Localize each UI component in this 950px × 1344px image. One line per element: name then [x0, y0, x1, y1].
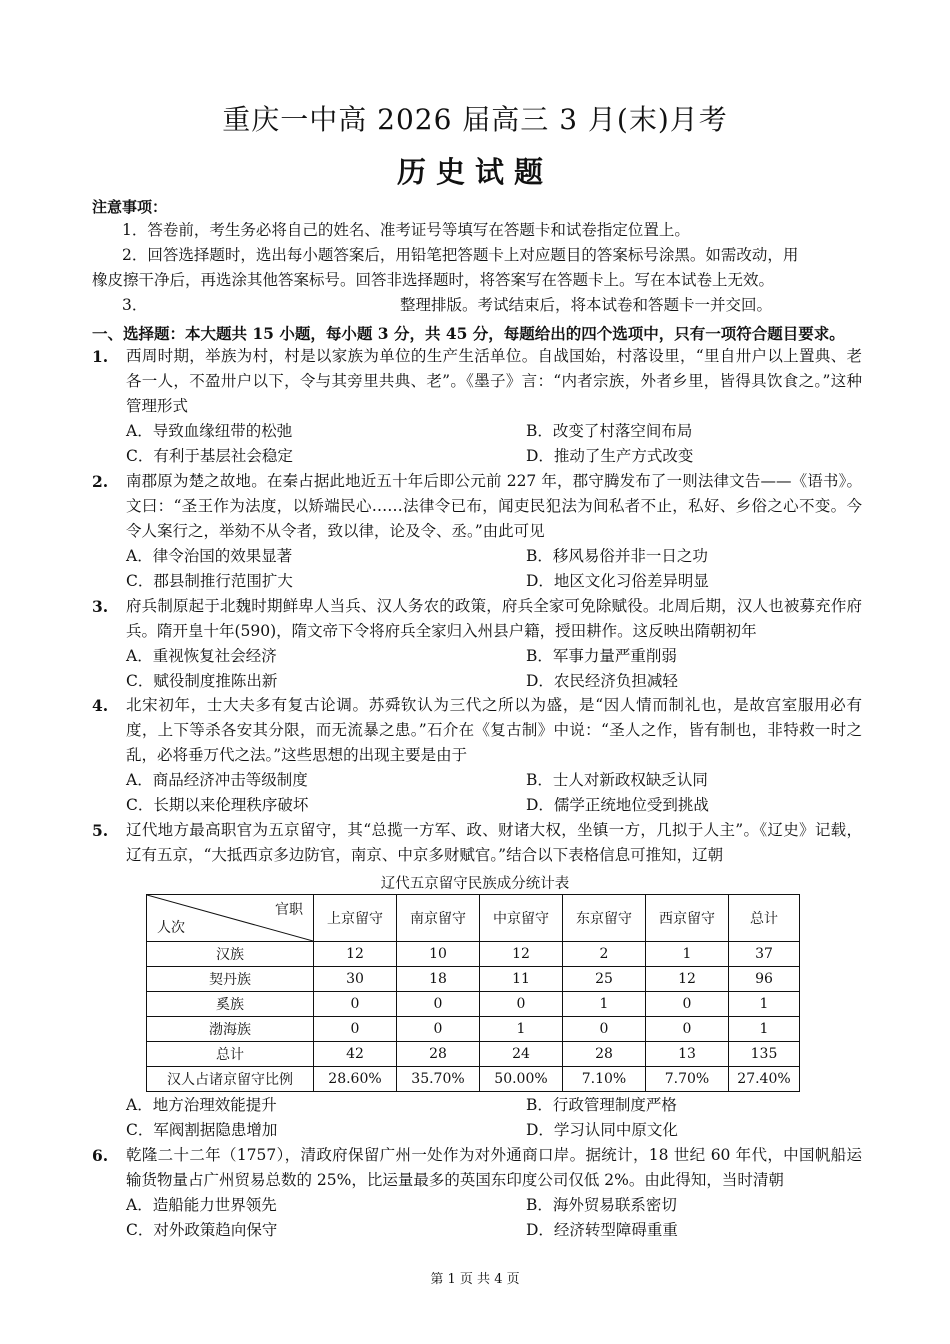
option-b[interactable]: B．海外贸易联系密切: [526, 1196, 677, 1214]
question-number: 2.: [92, 472, 109, 491]
question-number: 6.: [92, 1146, 109, 1165]
row-label: 渤海族: [147, 1017, 314, 1042]
table-cell: 28: [397, 1042, 480, 1067]
question-text: 南郡原为楚之故地。在秦占据此地近五十年后即公元前 227 年，郡守腾发布了一则法律文告——《语书》。文曰：“圣王作为法度，以矫端民心……法律令已布，闻吏民犯法为间私者不止，私好、乡俗之心不变。今令人案行之，举劾不从令者，致以律，论及令、丞。”由此可见: [126, 472, 862, 540]
table-cell: 12: [480, 942, 563, 967]
option-c[interactable]: C．长期以来伦理秩序破坏: [126, 796, 309, 814]
table-caption: 辽代五京留守民族成分统计表: [380, 876, 570, 892]
table-row: [147, 1067, 800, 1092]
table-cell: 0: [480, 992, 563, 1017]
table-cell: 27.40%: [729, 1067, 800, 1092]
row-label: 汉族: [147, 942, 314, 967]
row-label: 契丹族: [147, 967, 314, 992]
question-text: 辽代地方最高职官为五京留守，其“总揽一方军、政、财诸大权，坐镇一方，几拟于人主”。《辽史》记载，辽有五京，“大抵西京多边防官，南京、中京多财赋官。”结合以下表格信息可推知，辽朝: [126, 821, 862, 864]
option-a[interactable]: A．导致血缘纽带的松弛: [126, 422, 293, 440]
table-cell: 1: [480, 1017, 563, 1042]
exam-subtitle: 历史试题: [396, 155, 553, 189]
table-cell: 50.00%: [480, 1067, 563, 1092]
table-cell: 12: [314, 942, 397, 967]
question-number: 1.: [92, 347, 109, 366]
table-cell: 30: [314, 967, 397, 992]
row-label: 汉人占诸京留守比例: [147, 1067, 314, 1092]
row-label: 奚族: [147, 992, 314, 1017]
column-header: 上京留守: [314, 895, 397, 942]
table-cell: 10: [397, 942, 480, 967]
section-heading: 一、选择题：本大题共 15 小题，每小题 3 分，共 45 分，每题给出的四个选项中，只有一项符合题目要求。: [92, 324, 845, 343]
option-b[interactable]: B．行政管理制度严格: [526, 1096, 677, 1114]
table-cell: 28.60%: [314, 1067, 397, 1092]
notice-item: 1．答卷前，考生务必将自己的姓名、准考证号等填写在答题卡和试卷指定位置上。: [122, 221, 690, 239]
table-cell: 28: [563, 1042, 646, 1067]
option-b[interactable]: B．移风易俗并非一日之功: [526, 547, 708, 565]
table-cell: 0: [397, 992, 480, 1017]
table-row: [147, 967, 800, 992]
option-c[interactable]: C．郡县制推行范围扩大: [126, 572, 293, 590]
option-a[interactable]: A．地方治理效能提升: [126, 1096, 277, 1114]
column-header: 东京留守: [563, 895, 646, 942]
table-cell: 37: [729, 942, 800, 967]
table-cell: 96: [729, 967, 800, 992]
option-b[interactable]: B．士人对新政权缺乏认同: [526, 771, 708, 789]
table-cell: 42: [314, 1042, 397, 1067]
table-row: [147, 1042, 800, 1067]
corner-top-label: 官职: [275, 902, 303, 918]
option-b[interactable]: B．军事力量严重削弱: [526, 647, 677, 665]
question-text: 府兵制原起于北魏时期鲜卑人当兵、汉人务农的政策，府兵全家可免除赋役。北周后期，汉人也被募充作府兵。隋开皇十年(590)，隋文帝下令将府兵全家归入州县户籍，授田耕作。这反映出隋朝初年: [126, 597, 862, 640]
option-a[interactable]: A．重视恢复社会经济: [126, 647, 277, 665]
question-number: 4.: [92, 696, 109, 715]
notice-item: 2．回答选择题时，选出每小题答案后，用铅笔把答题卡上对应题目的答案标号涂黑。如需改动，用: [122, 246, 799, 264]
option-a[interactable]: A．律令治国的效果显著: [126, 547, 293, 565]
column-header: 总计: [729, 895, 800, 942]
table-cell: 0: [563, 1017, 646, 1042]
table-cell: 7.70%: [646, 1067, 729, 1092]
option-c[interactable]: C．赋役制度推陈出新: [126, 672, 278, 690]
notice-item: 整理排版。考试结束后，将本试卷和答题卡一并交回。: [400, 296, 773, 314]
notice-item: 橡皮擦干净后，再选涂其他答案标号。回答非选择题时，将答案写在答题卡上。写在本试卷上无效。: [92, 271, 775, 289]
column-header: 中京留守: [480, 895, 563, 942]
table-row: [147, 942, 800, 967]
table-cell: 24: [480, 1042, 563, 1067]
table-corner-cell: [147, 895, 314, 942]
corner-bottom-label: 人次: [157, 920, 185, 936]
option-d[interactable]: D．农民经济负担减轻: [526, 672, 678, 690]
question-text: 北宋初年，士大夫多有复古论调。苏舜钦认为三代之所以为盛，是“因人情而制礼也，是故宫室服用必有度，上下等杀各安其分限，而无流暴之患。”石介在《复古制》中说：“圣人之作，皆有制也，非特救一时之乱，必将垂万代之法。”这些思想的出现主要是由于: [126, 696, 862, 764]
option-d[interactable]: D．地区文化习俗差异明显: [526, 572, 709, 590]
row-label: 总计: [147, 1042, 314, 1067]
table-cell: 7.10%: [563, 1067, 646, 1092]
option-c[interactable]: C．军阀割据隐患增加: [126, 1121, 278, 1139]
option-d[interactable]: D．经济转型障碍重重: [526, 1221, 678, 1239]
question-text: 乾隆二十二年（1757），清政府保留广州一处作为对外通商口岸。据统计，18 世纪 60 年代，中国帆船运输货物量占广州贸易总数的 25%，比运量最多的英国东印度公司仅低 2%。由此得知，当时清朝: [126, 1146, 862, 1189]
question-number: 5.: [92, 821, 109, 840]
column-header: 西京留守: [646, 895, 729, 942]
table-cell: 0: [397, 1017, 480, 1042]
table-cell: 35.70%: [397, 1067, 480, 1092]
table-cell: 1: [563, 992, 646, 1017]
exam-title: 重庆一中高 2026 届高三 3 月(末)月考: [222, 103, 728, 136]
question-number: 3.: [92, 597, 109, 616]
question-text: 西周时期，举族为村，村是以家族为单位的生产生活单位。自战国始，村落设里，“里自卅户以上置典、老各一人，不盈卅户以下，令与其旁里共典、老”。《墨子》言：“内者宗族，外者乡里，皆得具饮食之。”这种管理形式: [126, 347, 862, 415]
question-5-options: [92, 1093, 862, 1143]
question-4: [92, 693, 862, 818]
table-cell: 25: [563, 967, 646, 992]
question-3: [92, 594, 862, 694]
table-cell: 0: [646, 992, 729, 1017]
table-cell: 18: [397, 967, 480, 992]
notice-item: 3．: [122, 296, 148, 314]
table-cell: 2: [563, 942, 646, 967]
option-c[interactable]: C．对外政策趋向保守: [126, 1221, 278, 1239]
table-row: [147, 992, 800, 1017]
table-row: [147, 1017, 800, 1042]
question-5: [92, 818, 862, 868]
question-2: [92, 469, 862, 594]
option-d[interactable]: D．推动了生产方式改变: [526, 447, 694, 465]
question-6: [92, 1143, 862, 1243]
option-b[interactable]: B．改变了村落空间布局: [526, 422, 693, 440]
option-c[interactable]: C．有利于基层社会稳定: [126, 447, 293, 465]
option-d[interactable]: D．儒学正统地位受到挑战: [526, 796, 709, 814]
table-cell: 1: [729, 1017, 800, 1042]
table-cell: 0: [646, 1017, 729, 1042]
table-cell: 11: [480, 967, 563, 992]
question-1: [92, 344, 862, 469]
table-cell: 135: [729, 1042, 800, 1067]
table-cell: 0: [314, 1017, 397, 1042]
option-a[interactable]: A．造船能力世界领先: [126, 1196, 277, 1214]
table-cell: 13: [646, 1042, 729, 1067]
page-footer: 第 1 页 共 4 页: [430, 1272, 520, 1287]
table-cell: 1: [646, 942, 729, 967]
column-header: 南京留守: [397, 895, 480, 942]
option-d[interactable]: D．学习认同中原文化: [526, 1121, 678, 1139]
table-cell: 12: [646, 967, 729, 992]
table-cell: 0: [314, 992, 397, 1017]
notice-heading: 注意事项：: [92, 198, 168, 216]
table-cell: 1: [729, 992, 800, 1017]
option-a[interactable]: A．商品经济冲击等级制度: [126, 771, 308, 789]
officials-table: [146, 894, 800, 1092]
